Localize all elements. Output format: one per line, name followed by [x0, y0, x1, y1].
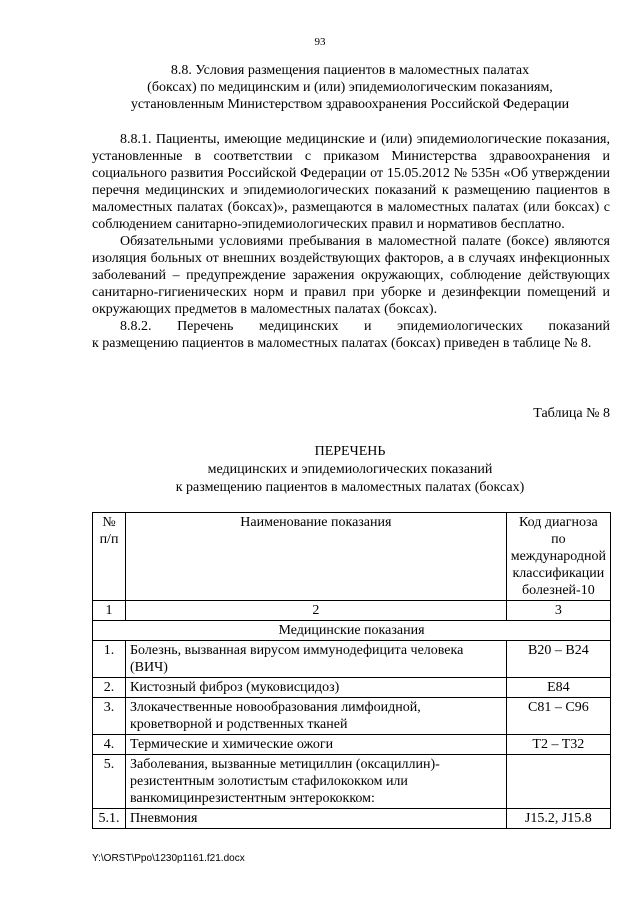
- indications-table: [92, 512, 611, 829]
- table-row: [93, 809, 611, 829]
- section-heading-line: (боксах) по медицинским и (или) эпидемиологическим показаниям,: [147, 80, 553, 95]
- body-text: [92, 131, 610, 352]
- row-number: 3.: [93, 698, 126, 735]
- section-heading-line: установленным Министерством здравоохранения Российской Федерации: [130, 97, 570, 112]
- list-subtitle: к размещению пациентов в маломестных палатах (боксах): [175, 480, 525, 495]
- header-number: № п/п: [93, 513, 126, 601]
- header-indication-name: Наименование показания: [126, 513, 507, 601]
- table-row: [93, 641, 611, 678]
- table-row: [93, 755, 611, 809]
- column-number: 1: [93, 601, 126, 621]
- row-code: B20 – B24: [506, 641, 610, 678]
- section-heading: [60, 62, 640, 113]
- column-number: 2: [126, 601, 507, 621]
- row-indication: Злокачественные новообразования лимфоидной, кроветворной и родственных тканей: [126, 698, 507, 735]
- column-number: 3: [506, 601, 610, 621]
- row-indication: Термические и химические ожоги: [126, 735, 507, 755]
- paragraph-8-8-1: 8.8.1. Пациенты, имеющие медицинские и (или) эпидемиологические показания, установленные в соответствии с приказом Министерства здравоохранения и социального развития Российской Федерации от 15.05.2012 № 535н «Об утверждении перечня медицинских и эпидемиологических показаний к размещению пациентов в маломестных палатах (боксах)», размещаются в маломестных палатах (или боксах) с соблюдением санитарно-эпидемиологических правил и нормативов бесплатно.: [92, 132, 610, 232]
- row-indication: Кистозный фиброз (муковисцидоз): [126, 678, 507, 698]
- list-title: ПЕРЕЧЕНЬ: [314, 444, 386, 459]
- table-header-row: [93, 513, 611, 601]
- row-code: T2 – T32: [506, 735, 610, 755]
- row-number: 1.: [93, 641, 126, 678]
- group-row: [93, 621, 611, 641]
- paragraph-8-8-2: [92, 318, 610, 352]
- section-heading-line: 8.8. Условия размещения пациентов в маломестных палатах: [170, 63, 530, 78]
- header-icd-code: Код диагноза по международной классификации болезней-10: [506, 513, 610, 601]
- row-code: J15.2, J15.8: [506, 809, 610, 829]
- row-code: E84: [506, 678, 610, 698]
- row-indication: Болезнь, вызванная вирусом иммунодефицита человека (ВИЧ): [126, 641, 507, 678]
- footer-file-path: Y:\ORST\Ppo\1230p1161.f21.docx: [92, 853, 245, 864]
- row-indication: Заболевания, вызванные метициллин (оксациллин)-резистентным золотистым стафилококком или ванкомицинрезистентным энтерококком:: [126, 755, 507, 809]
- table-row: [93, 678, 611, 698]
- paragraph-conditions: Обязательными условиями пребывания в маломестной палате (боксе) являются изоляция больных от внешних воздействующих факторов, а в случаях инфекционных заболеваний – предупреждение заражения окружающих, соблюдение действующих санитарно-гигиенических норм и правил при уборке и дезинфекции помещений и окружающих предметов в маломестных палатах (боксах).: [92, 234, 610, 317]
- row-number: 4.: [93, 735, 126, 755]
- table-row: [93, 735, 611, 755]
- paragraph-8-8-2-first-line: 8.8.2. Перечень медицинских и эпидемиологических показаний: [120, 319, 610, 334]
- table-row: [93, 698, 611, 735]
- row-number: 5.1.: [93, 809, 126, 829]
- group-medical-indications: Медицинские показания: [93, 621, 611, 641]
- column-number-row: [93, 601, 611, 621]
- page-number: 93: [314, 36, 326, 48]
- row-code: [506, 755, 610, 809]
- row-indication: Пневмония: [126, 809, 507, 829]
- list-subtitle: медицинских и эпидемиологических показаний: [207, 462, 493, 477]
- row-number: 2.: [93, 678, 126, 698]
- table-label: Таблица № 8: [533, 406, 610, 421]
- row-number: 5.: [93, 755, 126, 809]
- row-code: C81 – C96: [506, 698, 610, 735]
- paragraph-8-8-2-rest: к размещению пациентов в маломестных палатах (боксах) приведен в таблице № 8.: [92, 336, 592, 351]
